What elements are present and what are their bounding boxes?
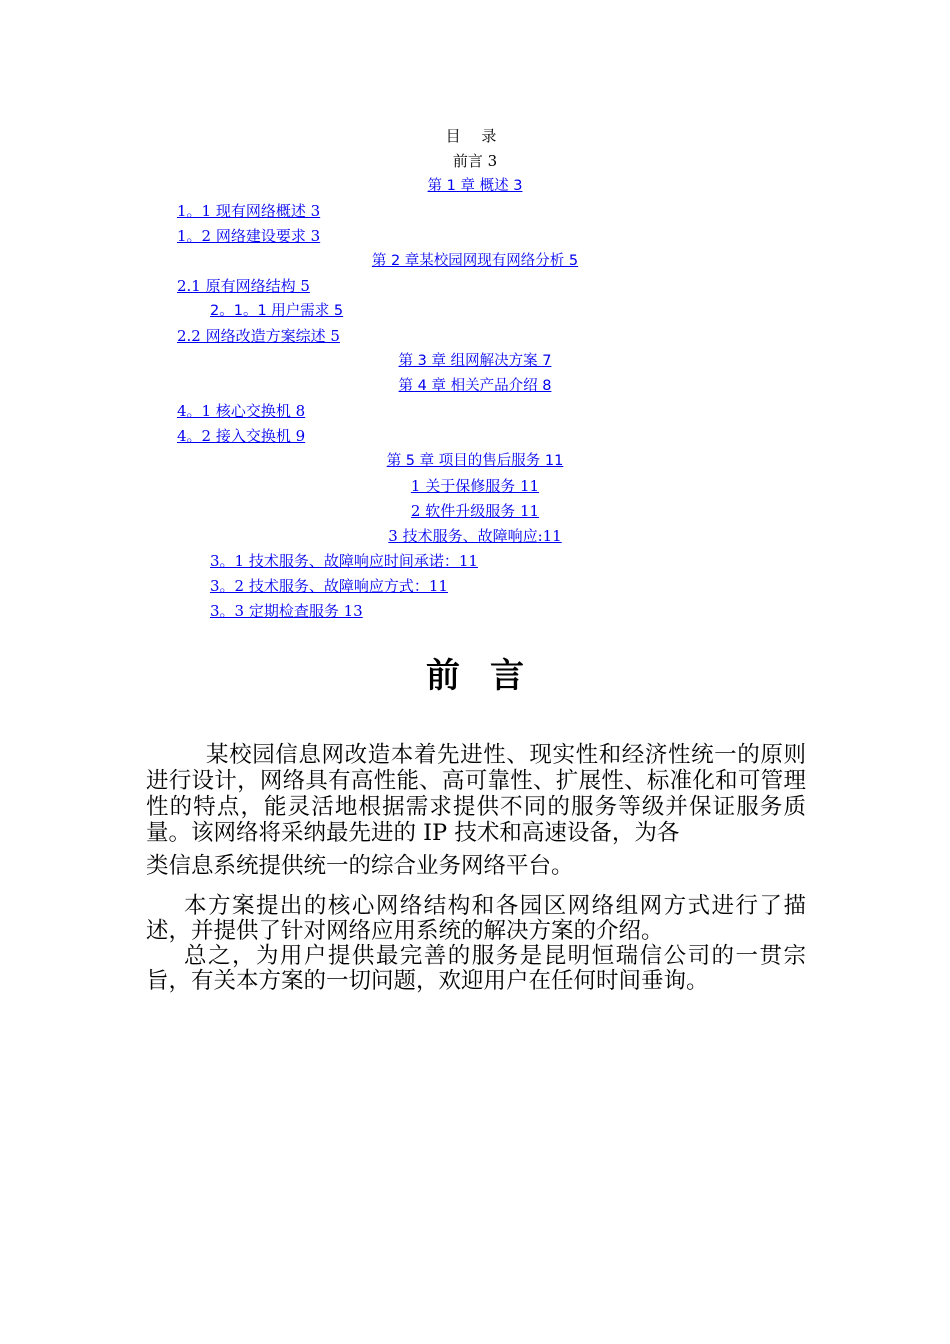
toc-preface: 前言 3 (452, 152, 498, 170)
toc-link-2-1[interactable]: 2.1 原有网络结构 5 (177, 277, 310, 295)
toc-link-1-1[interactable]: 1。1 现有网络概述 3 (177, 202, 321, 220)
toc-link-2-1-1[interactable]: 2。1。1 用户需求 5 (210, 303, 344, 319)
toc-link-1-2[interactable]: 1。2 网络建设要求 3 (177, 227, 321, 245)
toc-link-3-1[interactable]: 3。1 技术服务、故障响应时间承诺：11 (210, 552, 478, 570)
toc-link-chapter-2[interactable]: 第 2 章某校园网现有网络分析 5 (371, 253, 579, 269)
toc-link-chapter-3[interactable]: 第 3 章 组网解决方案 7 (398, 353, 552, 369)
preface-paragraph-2: 本方案提出的核心网络结构和各园区网络组网方式进行了描述，并提供了针对网络应用系统的解决方案的介绍。 (146, 893, 806, 944)
toc-link-5-1[interactable]: 1 关于保修服务 11 (410, 477, 540, 495)
toc-link-3-2[interactable]: 3。2 技术服务、故障响应方式：11 (210, 577, 448, 595)
preface-paragraph-1 (146, 742, 806, 886)
toc-title: 目 录 (445, 127, 505, 145)
toc-link-2-2[interactable]: 2.2 网络改造方案综述 5 (177, 327, 340, 345)
toc-link-4-2[interactable]: 4。2 接入交换机 9 (177, 427, 306, 445)
preface-heading: 前言 (426, 656, 554, 696)
preface-paragraph-1-tail: 类信息系统提供统一的综合业务网络平台。 (146, 853, 574, 879)
toc-link-5-2[interactable]: 2 软件升级服务 11 (410, 502, 540, 520)
toc-link-chapter-1[interactable]: 第 1 章 概述 3 (427, 178, 523, 194)
toc-link-chapter-4[interactable]: 第 4 章 相关产品介绍 8 (398, 378, 552, 394)
toc-link-3-3[interactable]: 3。3 定期检查服务 13 (210, 602, 363, 620)
toc-link-4-1[interactable]: 4。1 核心交换机 8 (177, 402, 306, 420)
preface-paragraph-1-main: 某校园信息网改造本着先进性、现实性和经济性统一的原则进行设计，网络具有高性能、高可靠性、扩展性、标准化和可管理性的特点，能灵活地根据需求提供不同的服务等级并保证服务质量。该网络将采纳最先进的 IP 技术和高速设备，为各 (146, 742, 806, 846)
preface-paragraph-3: 总之，为用户提供最完善的服务是昆明恒瑞信公司的一贯宗旨，有关本方案的一切问题，欢迎用户在任何时间垂询。 (146, 943, 806, 994)
toc-link-chapter-5[interactable]: 第 5 章 项目的售后服务 11 (386, 453, 564, 469)
toc-link-5-3[interactable]: 3 技术服务、故障响应:11 (388, 527, 562, 545)
